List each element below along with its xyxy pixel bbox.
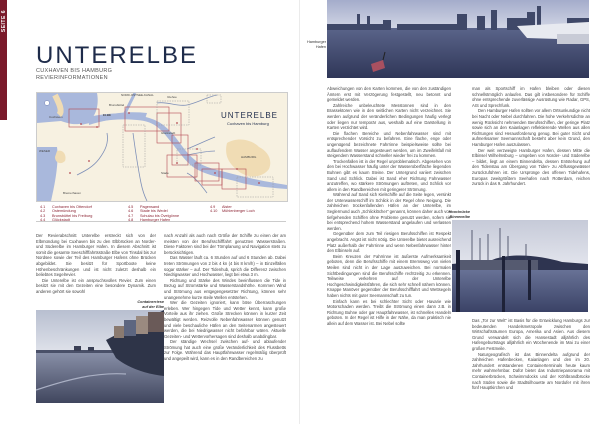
legend-column-2: [128, 205, 179, 222]
subtitle-line-2: REVIERINFORMATIONEN: [36, 74, 108, 81]
paragraph: Beim Kreuzen der Fahrrinne ist äußerste Aufmerksamkeit geboten, denn die Berufsschiffe mit einem Bremsweg von vielen Meilen sind nicht in der Lage auszuweichen. Bei normalen Sichtbedingungen sind die Berufsschiffe rechtzeitig zu erkennen. Teilweise verkehren auf der Unterelbe Hochgeschwindigkeitsfähren, die sich sehr schnell nähern können. Knappe Manöver gegenüber der Berufsschifffahrt und Wettsegeln haben nichts mit guter Seemannschaft zu tun.: [327, 253, 451, 298]
right-text-column-1: [327, 86, 451, 416]
map-label-bremerhaven: Bremerhaven: [63, 191, 82, 195]
section-tab: [0, 0, 7, 120]
map-subtitle: Cuxhaven bis Hamburg: [227, 121, 269, 126]
photo-caption-marina: Hoorbrücke Binnenelbe: [448, 210, 470, 219]
legend-item: 4.7 Schulau bis Övelgönne: [128, 213, 180, 218]
page-number-label: SEITE 6: [1, 10, 7, 33]
legend-item: 4.8 Hamburger Hafen: [128, 217, 171, 222]
map-label-hamburg: HAMBURG: [241, 155, 257, 159]
paragraph: Trockenfallen ist in der Regel unproblematisch. Abgesehen von den bei Hochwasser häufig unter der Wasseroberfläche liegenden Buhnen gibt es kaum Steine. Der Untergrund variiert zwischen Sand und Schlick. Dabei ist Sand eher Richtung Fahrwasser anzutreffen, wo stärkere Strömungen auftreten, und Schlick vor allem in den Randbereichen mit geringerer Strömung.: [327, 158, 451, 192]
legend-item: 4.3 Brunsbüttel bis Freiburg: [40, 213, 93, 218]
legend-item: 4.1 Cuxhaven bis Ottendorf: [40, 205, 92, 209]
paragraph: Der Revierabschnitt Unterelbe erstreckt sich von der Elbmündung bei Cuxhaven bis zu den Elbbrücken an Norder- und Süderelbe im Hamburger Hafen. In diesem Abschnitt ist somit die gesamte Seeschifffahrtsstraße Elbe von Tinsdal bis zur Nordsee sowie der Teil des Hamburger Hafens ohne Brücken abgebildet. Sie besitzt für Sportboote keine Höhenbeschränkungen und ist nicht zuletzt deshalb ein beliebtes Segelrevier.: [36, 233, 156, 278]
legend-item: 4.5 Pagensand: [128, 205, 160, 209]
photo-caption-harbour: Hamburger Hafen: [307, 40, 326, 49]
page-subtitle: [36, 68, 112, 81]
region-map: [36, 92, 288, 202]
photo-container-ship: [36, 310, 164, 403]
legend-item: 4.6 Stade bis Wedel: [128, 209, 168, 214]
photo-caption-container-ship: Containerriese auf der Elbe: [137, 300, 164, 309]
paragraph: Gegenüber dem zum Teil riesigen Berufsschiffen ist Respekt angebracht. Angst ist nicht nötig. Die Unterelbe bietet ausreichend Platz außerhalb der Fahrrinne und wenn Nebenfahrwasser hinter den Elbinseln auf.: [327, 231, 451, 254]
paragraph: Die flachen Bereiche und Nebenfahrwasser sind mit entsprechender Vorsicht zu befahren. Eine flache, enge oder ungenügend bezeichnete Fahrrinne beispielsweise sollte bei auflaufendem Wasser angesteuert werden, um im Zweifelsfall mit steigendem Wasserstand schneller wieder frei zu kommen.: [327, 130, 451, 159]
legend-item: 4.9 Alster: [210, 205, 232, 209]
paragraph: Zahlreiche unbeleuchtete Messtonnen sind in den Brassektoren wie in den seitlichen Karten nicht verzeichnet. Sie werden aufgrund der veränderlichen Bedingungen häufig verlegt oder liegen nur temporär aus, weshalb auf eine Darstellung in Karten verzichtet wird.: [327, 102, 451, 131]
map-label-stade: Stade: [161, 171, 169, 175]
map-title: UNTERELBE: [221, 111, 279, 120]
paragraph: Einfach kann es bei schlechter Sicht oder Havarie wie Motorschaden werden. Treibt die Strömung einen dann z.B. in Richtung Buhne oder gar Hauptfahrwasser, ist schnelles Handeln geboten. In der Regel ist Hilfe in der Nähe, da man praktisch nie allein auf dem Wasser ist. Bei Nebel sollte: [327, 298, 451, 326]
right-text-column-2-top: [472, 86, 590, 214]
page-title: UNTERELBE: [36, 42, 199, 69]
photo-marina: [452, 220, 588, 312]
paragraph: Der ständige Wechsel zwischen auf- und ablaufender Strömung hat auch eine große Veränderlichkeit des Flussbetts zur Folge. Während das Hauptfahrwasser regelmäßig überprüft und angepeilt wird, kann es in den Randbereichen zu: [164, 339, 286, 362]
paragraph: Wer die Gezeiten ignoriert, kann böse Überraschungen erleben. Wer hingegen Tide und Wetter kennt, kann große Vorteile aus ihr ziehen. Große Strecken können in kurzer Zeit bewältigt werden. Reizvolle Nebenfahrwasser können genutzt und viele beschauliche Häfen an den Seitenarmen angesteuert werden, die bei Niedrigwasser nicht befahrbar wären. Aktuelle Gezeiten- und Wettervorhersagen sind deshalb unabdingbar.: [164, 300, 286, 339]
paragraph: Abweichungen von den Karten kommen, die von den zuständigen Ämtern erst mit Verzögerung festgestellt, neu betonnt und gemeldet werden.: [327, 86, 451, 103]
paragraph: Der weit verzweigte Hamburger Hafen, dessen Mitte die Elbinsel Wilhelmsburg – umgeben von Norder- und Süderelbe – bildet, liegt an einem Binnendelta, dessen Entstehung auf den Tidenstau am Übergang von Tiden- zu Abflussgewässer zurückzuführen ist. Die Ursprünge des offenen Tidehafens, Europas zweitgrößtem Seehafen nach Rotterdam, reichen zurück in das 9. Jahrhundert.: [472, 147, 590, 187]
map-label-cuxhaven: Cuxhaven: [49, 115, 63, 119]
map-label-elbe: ELBE: [103, 113, 112, 117]
map-label-glueckstadt: Glückstadt: [161, 131, 176, 135]
photo-hamburg-harbour: [327, 0, 589, 78]
paragraph: Die Unterelbe ist ein anspruchsvolles Revier. Zum einen besitzt sie mit den Gezeiten eine besondere Dynamik. Zum anderen gehört sie sowohl: [36, 277, 156, 294]
paragraph: man als Sportschiff im Hafen bleiben oder diesen schnellstmöglich anlaufen. Das gilt insbesondere für Schiffe ohne entsprechende zuverlässige Ausrüstung wie Radar, GPS, AIS und Sprechfunk.: [472, 86, 590, 108]
paragraph: Das Wasser läuft ca. 6 Stunden auf und 6 Stunden ab. Dabei treten Strömungen von 2 bis 4 kn (4 bis 8 km/h) – in Einzelfällen sogar stärker – auf. Der Tidenhub, sprich die Differenz zwischen Niedrigwasser und Hochwasser, liegt bei etwa 3 m.: [164, 255, 286, 278]
paragraph: Richtung und Stärke des Windes beeinflussen die Tide in Bezug auf Stromstärke und Wasserstandshöhe. Kommen Wind und Strömung aus entgegengesetzter Richtung, können sehr unangenehme kurze steile Wellen entstehen.: [164, 277, 286, 300]
right-page: [300, 0, 600, 424]
map-label-brunsbuettel: Brunsbüttel: [109, 103, 125, 107]
map-label-weser: WESER: [39, 149, 51, 153]
legend-item: 4.2 Ostemündung: [40, 209, 76, 214]
paragraph: Das „Tor zur Welt“ ist Basis für die Entwicklung Hamburgs zur bedeutenden Handelsmetropole zwischen den Wirtschaftsräumen Europa, Amerika und Asien. Aus diesem Grund verwandelt sich die Hansestadt alljährlich des Hafengeburtstags alljährlich ein Wochenende im Mai zu einer großen Festmeile.: [472, 318, 590, 351]
paragraph: nach Anzahl als auch nach Größe der Schiffe zu einen der am meisten von der Berufsschifffahrt genutzten Wasserstraßen. Diese Faktoren sind bei der Törnplanung und Navigation stets zu berücksichtigen.: [164, 233, 286, 255]
legend-item: 4.4 Glückstadt: [40, 217, 70, 222]
paragraph: Während auf Sand sich Kielschiffe auf die Seite legen, versinkt der Unterwasserschiff im Schlick in der Regel ohne Neigung. Die zahlreichen trockenfallenden Häfen an der Unterelbe, im Seglermund auch „Schlicklöcher“ genannt, können daher auch von tiefgehenden Schiffen ohne Probleme genutzt werden, sofern sie bei entsprechend hohem Wasserstand angelaufen und verlassen werden.: [327, 192, 451, 231]
legend-column-3: [210, 205, 255, 214]
legend-column-1: [40, 205, 92, 222]
subtitle-line-1: CUXHAVEN BIS HAMBURG: [36, 68, 113, 74]
right-text-column-2-bottom: [472, 318, 590, 418]
paragraph: Naturgeografisch ist das Binnendelta aufgrund der zahlreichen Hafenbecken, Kaianlagen und den im 20. Jahrhundert entstandenen Containerterminals heute kaum mehr wahrnehmbar. Dafür bietet das Industriepanorama mit Containerbrücken, Schwimmdocks und der Köhlbrandbrücke nach Süden sowie die Stadtsilhouette am Nordufer mit ihren fünf Hauptkirchen und: [472, 351, 590, 391]
left-text-column-2: [164, 233, 286, 413]
map-legend: [36, 203, 286, 222]
map-graphic: [37, 93, 287, 201]
map-label-itzehoe: Itzehoe: [167, 95, 177, 99]
legend-item: 4.10 Mühlenberger Loch: [210, 209, 255, 214]
left-text-column-1: [36, 233, 156, 303]
paragraph: Den Hamburger Hafen sollten vor allem Ortsunkundige nicht bei Nacht oder Nebel durchfahren. Die hohe Verkehrsdichte an wenig Rücksicht nehmenden Berufsschiffen, der geringe Platz sowie sich an den Kaianlagen reflektierende Wellen aus allen Richtungen sind Herausforderung genug. Bei guter Sicht und aufmerksamer Seemannschaft besteht aber kein Grund, den Hamburger Hafen auszulassen.: [472, 108, 590, 147]
map-label-nok: NORD-OSTSEE-KANAL: [121, 93, 154, 97]
